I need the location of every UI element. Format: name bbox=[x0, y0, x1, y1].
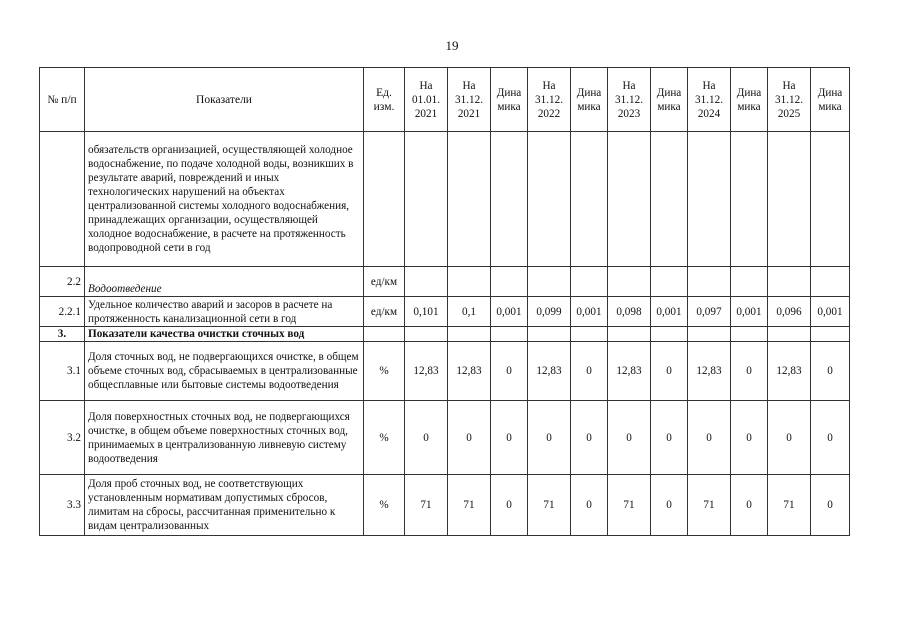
row-name: Доля проб сточных вод, не соответствующих установленным нормативам допустимых сбросов, лимитам на сбросы, рассчитанная применительно к видам централизованных bbox=[85, 475, 364, 536]
table-row bbox=[40, 267, 850, 297]
row-unit: ед/км bbox=[364, 297, 405, 327]
row-unit bbox=[364, 132, 405, 267]
row-value: 0 bbox=[491, 401, 528, 475]
row-value: 0,1 bbox=[448, 297, 491, 327]
row-value: 0 bbox=[731, 342, 768, 401]
header-num: № п/п bbox=[40, 68, 85, 132]
row-value: 71 bbox=[768, 475, 811, 536]
header-col: На 01.01. 2021 bbox=[405, 68, 448, 132]
row-value: 0,001 bbox=[811, 297, 850, 327]
row-value: 0 bbox=[528, 401, 571, 475]
row-value bbox=[608, 132, 651, 267]
row-value bbox=[405, 327, 448, 342]
row-value: 0 bbox=[811, 401, 850, 475]
row-name: Удельное количество аварий и засоров в расчете на протяженность канализационной сети в год bbox=[85, 297, 364, 327]
row-value bbox=[571, 327, 608, 342]
row-value: 0,101 bbox=[405, 297, 448, 327]
row-value: 0,001 bbox=[571, 297, 608, 327]
row-value: 0,097 bbox=[688, 297, 731, 327]
row-value bbox=[651, 267, 688, 297]
row-value bbox=[448, 132, 491, 267]
header-col: На 31.12. 2025 bbox=[768, 68, 811, 132]
row-value bbox=[768, 132, 811, 267]
row-value bbox=[491, 132, 528, 267]
row-value bbox=[448, 267, 491, 297]
row-value: 0 bbox=[405, 401, 448, 475]
row-value: 0 bbox=[608, 401, 651, 475]
row-value bbox=[491, 267, 528, 297]
row-value: 0 bbox=[491, 475, 528, 536]
row-value: 71 bbox=[448, 475, 491, 536]
row-value: 0,001 bbox=[651, 297, 688, 327]
row-value bbox=[608, 267, 651, 297]
row-value bbox=[768, 267, 811, 297]
row-value bbox=[571, 132, 608, 267]
row-value: 71 bbox=[405, 475, 448, 536]
table-row bbox=[40, 475, 850, 536]
row-name: Водоотведение bbox=[85, 267, 364, 297]
row-value: 71 bbox=[528, 475, 571, 536]
row-value: 0 bbox=[651, 475, 688, 536]
row-value: 0 bbox=[571, 342, 608, 401]
row-value bbox=[811, 327, 850, 342]
row-value bbox=[651, 327, 688, 342]
row-value bbox=[405, 267, 448, 297]
row-unit: % bbox=[364, 342, 405, 401]
row-value: 0,001 bbox=[491, 297, 528, 327]
row-value: 12,83 bbox=[608, 342, 651, 401]
row-name: Доля поверхностных сточных вод, не подвергающихся очистке, в общем объеме поверхностных сточных вод, принимаемых в централизованную ливневую систему водоотведения bbox=[85, 401, 364, 475]
row-value: 0 bbox=[811, 342, 850, 401]
page-number: 19 bbox=[445, 38, 459, 53]
row-value bbox=[448, 327, 491, 342]
row-value bbox=[608, 327, 651, 342]
row-name: Доля сточных вод, не подвергающихся очистке, в общем объеме сточных вод, сбрасываемых в централизованные общесплавные или бытовые системы водоотведения bbox=[85, 342, 364, 401]
table-row bbox=[40, 401, 850, 475]
row-unit: ед/км bbox=[364, 267, 405, 297]
row-name: обязательств организацией, осуществляющей холодное водоснабжение, по подаче холодной воды, возникших в результате аварий, повреждений и иных технологических нарушений на объектах централизованной системы холодного водоснабжения, принадлежащих организации, осуществляющей холодное водоснабжение, в расчете на протяженность водопроводной сети в год bbox=[85, 132, 364, 267]
row-value: 12,83 bbox=[448, 342, 491, 401]
row-value: 0 bbox=[651, 401, 688, 475]
table-row bbox=[40, 132, 850, 267]
table-row bbox=[40, 327, 850, 342]
header-unit: Ед. изм. bbox=[364, 68, 405, 132]
row-value: 12,83 bbox=[688, 342, 731, 401]
row-value bbox=[768, 327, 811, 342]
row-value: 0,099 bbox=[528, 297, 571, 327]
header-col: На 31.12. 2024 bbox=[688, 68, 731, 132]
row-value bbox=[731, 267, 768, 297]
header-col: На 31.12. 2023 bbox=[608, 68, 651, 132]
row-value bbox=[651, 132, 688, 267]
row-value: 0,098 bbox=[608, 297, 651, 327]
table-row bbox=[40, 342, 850, 401]
row-value: 71 bbox=[608, 475, 651, 536]
row-value: 0 bbox=[731, 475, 768, 536]
row-value: 0 bbox=[731, 401, 768, 475]
row-unit bbox=[364, 327, 405, 342]
row-num: 2.2 bbox=[40, 267, 85, 297]
row-num: 3.3 bbox=[40, 475, 85, 536]
row-value bbox=[811, 132, 850, 267]
row-value: 0 bbox=[688, 401, 731, 475]
row-value: 0,001 bbox=[731, 297, 768, 327]
row-num: 3. bbox=[40, 327, 85, 342]
row-value: 0 bbox=[448, 401, 491, 475]
row-value: 71 bbox=[688, 475, 731, 536]
row-value: 0 bbox=[768, 401, 811, 475]
table-header-row bbox=[40, 68, 850, 132]
row-num: 3.1 bbox=[40, 342, 85, 401]
header-col: Дина мика bbox=[491, 68, 528, 132]
row-value bbox=[688, 132, 731, 267]
row-value: 0 bbox=[571, 401, 608, 475]
row-value bbox=[491, 327, 528, 342]
header-col: Дина мика bbox=[571, 68, 608, 132]
row-value bbox=[528, 327, 571, 342]
indicators-table bbox=[39, 67, 850, 536]
row-value: 12,83 bbox=[528, 342, 571, 401]
table-row bbox=[40, 297, 850, 327]
row-name: Показатели качества очистки сточных вод bbox=[85, 327, 364, 342]
row-value bbox=[688, 327, 731, 342]
row-num bbox=[40, 132, 85, 267]
row-value bbox=[528, 132, 571, 267]
row-value bbox=[571, 267, 608, 297]
header-col: Дина мика bbox=[811, 68, 850, 132]
row-num: 2.2.1 bbox=[40, 297, 85, 327]
header-col: Дина мика bbox=[731, 68, 768, 132]
row-num: 3.2 bbox=[40, 401, 85, 475]
row-value bbox=[528, 267, 571, 297]
row-value bbox=[731, 132, 768, 267]
row-unit: % bbox=[364, 475, 405, 536]
row-value: 12,83 bbox=[768, 342, 811, 401]
row-value: 0,096 bbox=[768, 297, 811, 327]
row-value bbox=[688, 267, 731, 297]
row-value bbox=[731, 327, 768, 342]
row-value: 0 bbox=[651, 342, 688, 401]
row-value bbox=[405, 132, 448, 267]
row-value: 0 bbox=[491, 342, 528, 401]
row-value bbox=[811, 267, 850, 297]
header-name: Показатели bbox=[85, 68, 364, 132]
row-value: 0 bbox=[811, 475, 850, 536]
header-col: Дина мика bbox=[651, 68, 688, 132]
header-col: На 31.12. 2022 bbox=[528, 68, 571, 132]
row-value: 12,83 bbox=[405, 342, 448, 401]
row-value: 0 bbox=[571, 475, 608, 536]
header-col: На 31.12. 2021 bbox=[448, 68, 491, 132]
row-unit: % bbox=[364, 401, 405, 475]
